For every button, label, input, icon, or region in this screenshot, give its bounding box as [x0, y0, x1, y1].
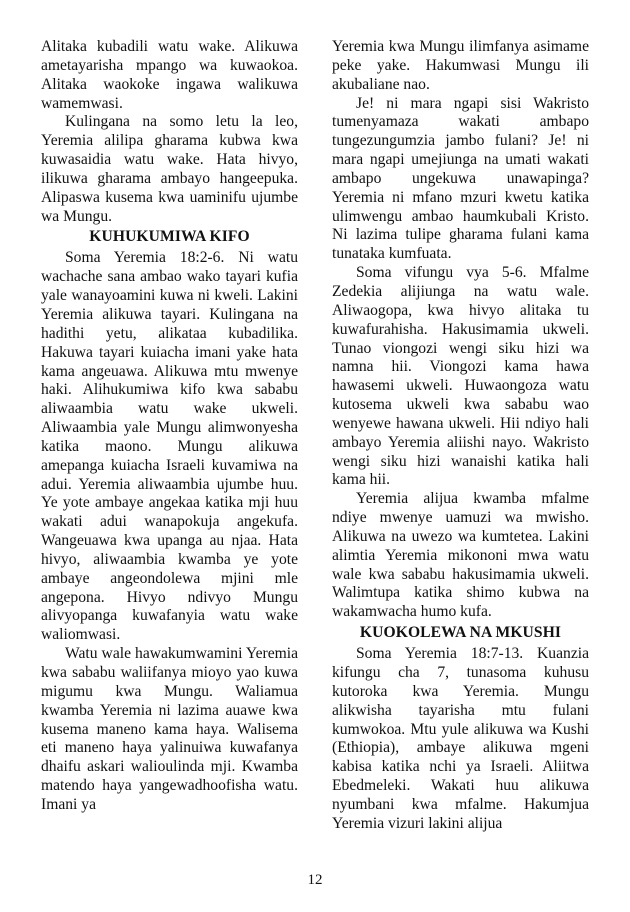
paragraph: Soma Yeremia 18:7-13. Kuanzia kifungu cha 7, tunasoma kuhusu kutoroka kwa Yeremia. Mungu alikwisha tayarisha mtu fulani kumwokoa. Mtu yule alikuwa wa Kushi (Ethiopia), ambaye alikuwa mgeni kabisa katika nchi ya Israeli. Aliitwa Ebedmeleki. Wakati huu alikuwa nyumbani kwa mfalme. Hakumjua Yeremia vizuri lakini alijua [332, 645, 589, 832]
paragraph: Kulingana na somo letu la leo, Yeremia alilipa gharama kubwa kwa kuwasaidia watu wake. Hata hivyo, ilikuwa gharama ambayo hangeepuka. Alipaswa kusema kwa uaminifu ujumbe wa Mungu. [41, 113, 298, 225]
paragraph: Yeremia kwa Mungu ilimfanya asimame peke yake. Hakumwasi Mungu ili akubaliane nao. [332, 38, 589, 93]
paragraph: Alitaka kubadili watu wake. Alikuwa ametayarisha mpango wa kuwaokoa. Alitaka waokoke ingawa walikuwa wamemwasi. [41, 38, 298, 112]
paragraph: Watu wale hawakumwamini Yeremia kwa sababu waliifanya mioyo yao kuwa migumu kwa Mungu. Waliamua kwamba Yeremia ni lazima auawe kwa kusema maneno kama haya. Walisema eti maneno haya yalinuiwa kuwafanya dhaifu askari walioulinda mji. Kwamba matendo haya yangewadhoofisha watu. Imani ya [41, 645, 298, 813]
right-column [332, 38, 589, 834]
section-heading: KUOKOLEWA NA MKUSHI [359, 624, 562, 642]
paragraph: Je! ni mara ngapi sisi Wakristo tumenyamaza wakati ambapo tungezungumzia jambo fulani? Je! ni mara ngapi umejiunga na umati wakati ambapo ungekuwa unawapinga? Yeremia ni mfano mzuri kwetu katika ulimwengu ambao haumkubali Kristo. Ni lazima tulipe gharama fulani kama tunataka kumfuata. [332, 94, 589, 263]
paragraph: Soma Yeremia 18:2-6. Ni watu wachache sana ambao wako tayari kufia yale wanayoamini kuwa ni kweli. Lakini Yeremia alikuwa tayari. Kulingana na hadithi yetu, alikataa kubadilika. Hakuwa tayari kuiacha imani yake hata kama angeuawa. Alikuwa mtu mwenye haki. Alihukumiwa kifo kwa sababu aliwaambia watu wake ukweli. Aliwaambia yale Mungu alimwonyesha katika maono. Mungu alikuwa amepanga kuiacha Israeli kuvamiwa na adui. Yeremia aliwaambia ujumbe huu. Ye yote ambaye angekaa katika mji huu wakati adui wanapokuja angekufa. Wangeuawa kwa upanga au njaa. Hata hivyo, aliwaambia kwamba ye yote ambaye angeondolewa mjini mle angepona. Hivyo ndivyo Mungu alivyopanga kuwafanyia watu wake waliomwasi. [41, 249, 298, 644]
paragraph: Soma vifungu vya 5-6. Mfalme Zedekia alijiunga na watu wale. Aliwaogopa, kwa hivyo alitaka tu kuwafurahisha. Hakusimamia ukweli. Tunao viongozi wengi siku hizi wa namna hii. Viongozi kama hawa hawasemi ukweli. Huwaongoza watu kutosema ukweli kwa sababu wao wenyewe hawana ukweli. Hii ndiyo hali ambayo Yeremia aliishi nayo. Wakristo wengi siku hizi wanaishi katika hali kama hii. [332, 264, 589, 489]
left-column [41, 38, 298, 815]
paragraph: Yeremia alijua kwamba mfalme ndiye mwenye uamuzi wa mwisho. Alikuwa na uwezo wa kumtetea. Lakini alimtia Yeremia mikononi mwa watu wale kwa sababu hakusimamia ukweli. Walimtupa katika shimo kubwa na wakamwacha humo kufa. [332, 490, 589, 621]
section-heading: KUHUKUMIWA KIFO [89, 228, 250, 246]
page-number: 12 [307, 872, 323, 888]
